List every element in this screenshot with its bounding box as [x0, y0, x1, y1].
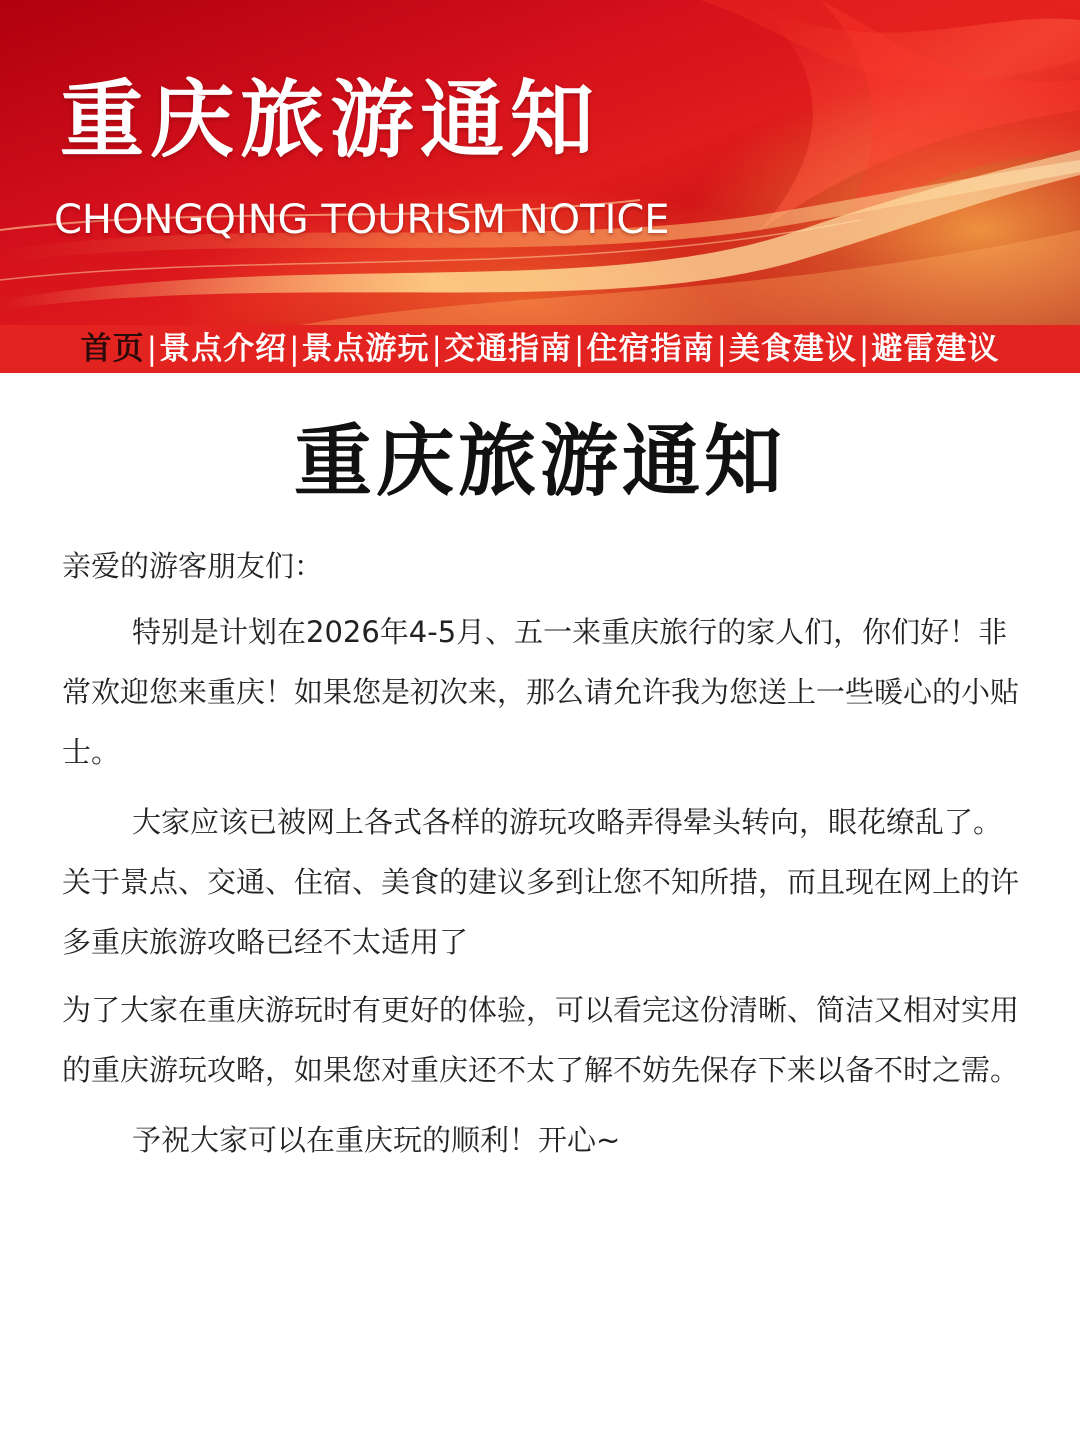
nav-item-attractions-intro[interactable]: 景点介绍 [159, 331, 288, 367]
nav-item-food-advice[interactable]: 美食建议 [728, 331, 857, 367]
top-nav-bar [0, 325, 1080, 373]
banner-subtitle: CHONGQING TOURISM NOTICE [54, 197, 670, 243]
nav-separator: | [146, 331, 158, 367]
article-body [62, 536, 1022, 1170]
article-paragraph: 大家应该已被网上各式各样的游玩攻略弄得晕头转向，眼花缭乱了。关于景点、交通、住宿、美食的建议多到让您不知所措，而且现在网上的许多重庆旅游攻略已经不太适用了 [62, 805, 1020, 959]
article-paragraph: 为了大家在重庆游玩时有更好的体验，可以看完这份清晰、简洁又相对实用的重庆游玩攻略，如果您对重庆还不太了解不妨先保存下来以备不时之需。 [62, 993, 1020, 1087]
nav-item-lodging-guide[interactable]: 住宿指南 [586, 331, 715, 367]
article-greeting: 亲爱的游客朋友们： [62, 549, 324, 583]
article-paragraph: 特别是计划在2026年4-5月、五一来重庆旅行的家人们，你们好！非常欢迎您来重庆！如果您是初次来，那么请允许我为您送上一些暖心的小贴士。 [62, 615, 1020, 769]
nav-separator: | [716, 331, 727, 367]
nav-item-home[interactable]: 首页 [80, 331, 145, 367]
nav-item-pitfall-advice[interactable]: 避雷建议 [871, 331, 1000, 367]
nav-separator: | [431, 331, 442, 367]
nav-separator: | [858, 331, 870, 367]
nav-item-attractions-play[interactable]: 景点游玩 [301, 331, 430, 367]
banner-title: 重庆旅游通知 [60, 71, 601, 169]
article-closing: 予祝大家可以在重庆玩的顺利！开心~ [132, 1123, 621, 1157]
nav-separator: | [574, 331, 585, 367]
header-banner [0, 0, 1080, 325]
nav-item-transport-guide[interactable]: 交通指南 [444, 331, 572, 367]
article-title: 重庆旅游通知 [293, 417, 786, 507]
nav-separator: | [289, 331, 300, 367]
